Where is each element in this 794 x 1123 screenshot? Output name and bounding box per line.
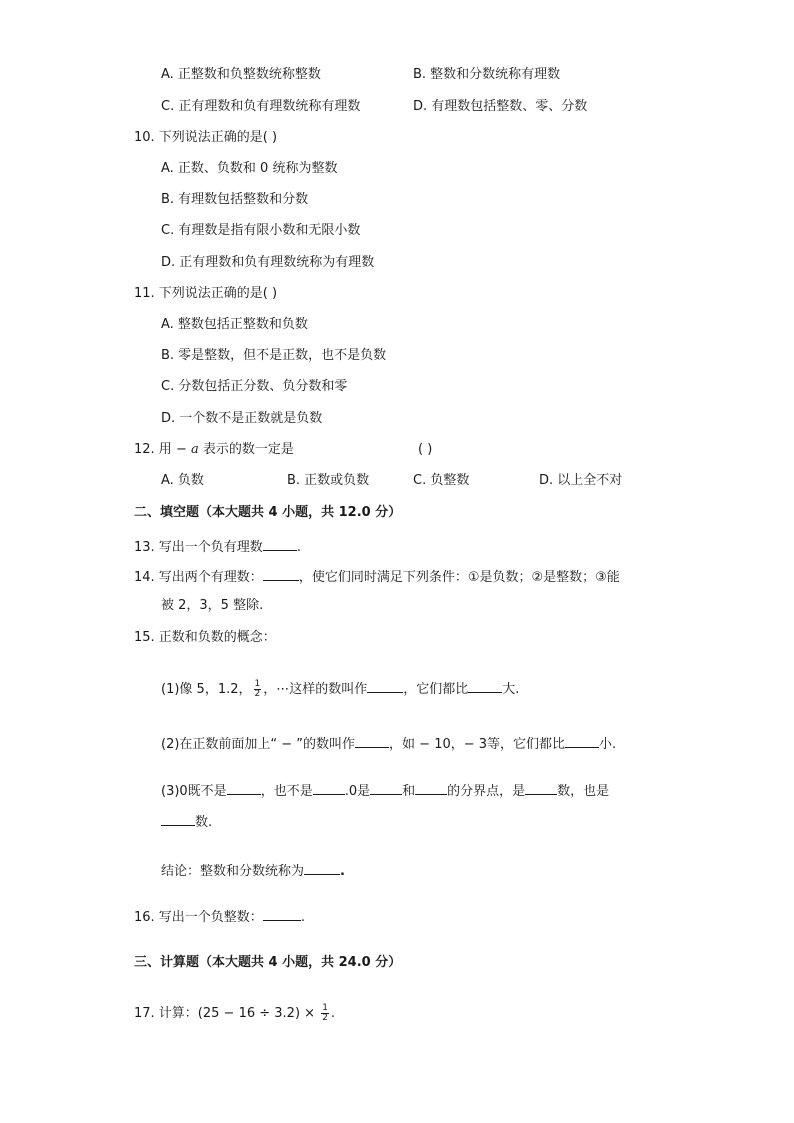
q15-p2-end: 小. xyxy=(599,737,617,752)
q12-option-b: B. 正数或负数 xyxy=(287,473,370,488)
q15-p3-d: 的分界点，是 xyxy=(447,784,526,799)
q14-line2: 被 2，3，5 整除. xyxy=(161,598,264,613)
q15-p3-b: .0是 xyxy=(344,784,371,799)
q15-p3-end: 数. xyxy=(195,815,213,830)
q12-stem-post: 表示的数一定是 xyxy=(198,442,294,457)
section-calculation-heading: 三、计算题（本大题共 4 小题，共 24.0 分） xyxy=(134,955,402,970)
q10-option-b: B. 有理数包括整数和分数 xyxy=(161,192,309,207)
q13-line xyxy=(134,536,301,557)
q15-p3-e: 数，也是 xyxy=(557,784,610,799)
q15-conclusion-end: . xyxy=(340,864,345,879)
q11-option-c: C. 分数包括正分数、负分数和零 xyxy=(161,379,348,394)
fraction-denominator: 2 xyxy=(322,1013,328,1023)
q10-option-d: D. 正有理数和负有理数统称为有理数 xyxy=(161,255,375,270)
q15-conclusion xyxy=(161,860,345,881)
q13-text: 13. 写出一个负有理数 xyxy=(134,540,263,555)
q15-p2-blank2 xyxy=(565,733,599,748)
q15-p3-blank5 xyxy=(525,780,557,795)
q15-p2-blank1 xyxy=(355,733,389,748)
q12-variable: a xyxy=(190,442,199,457)
q13-end: . xyxy=(296,540,301,555)
q14-blank xyxy=(263,566,299,581)
q16-end: . xyxy=(300,910,305,925)
q15-p1-mid: ，⋯这样的数叫作 xyxy=(263,682,368,697)
q15-part1 xyxy=(161,678,519,702)
q15-p3-blank4 xyxy=(415,780,447,795)
fraction-one-half xyxy=(254,680,262,699)
fraction-numerator: 1 xyxy=(322,1003,328,1013)
q15-p1-mid2: ，它们都比 xyxy=(403,682,469,697)
q12-option-c: C. 负整数 xyxy=(413,473,470,488)
q16-text: 16. 写出一个负整数： xyxy=(134,910,263,925)
q15-p1-blank1 xyxy=(367,678,403,693)
q12-answer-paren: ( ) xyxy=(418,442,433,457)
q15-p3-blank3 xyxy=(370,780,402,795)
q15-p3-blank2 xyxy=(313,780,345,795)
q15-stem: 15. 正数和负数的概念： xyxy=(134,630,276,645)
q17-end: . xyxy=(330,1006,336,1021)
q15-part2 xyxy=(161,733,616,754)
q11-stem: 11. 下列说法正确的是( ) xyxy=(134,286,278,301)
q15-p3-blank1 xyxy=(227,780,261,795)
q10-option-c: C. 有理数是指有限小数和无限小数 xyxy=(161,223,361,238)
q15-part3-line2 xyxy=(161,811,212,832)
q12-stem xyxy=(134,441,294,459)
fraction-one-half xyxy=(321,1004,329,1023)
q15-p3-a: ，也不是 xyxy=(260,784,313,799)
q17-line xyxy=(134,1002,335,1026)
q15-p3-c: 和 xyxy=(402,784,416,799)
q15-p2-text: (2)在正数前面加上“ − ”的数叫作 xyxy=(161,737,356,752)
q11-option-b: B. 零是整数，但不是正数，也不是负数 xyxy=(161,348,387,363)
q15-p1-text: (1)像 5，1.2， xyxy=(161,682,252,697)
q9-option-c: C. 正有理数和负有理数统称有理数 xyxy=(161,99,361,114)
q16-blank xyxy=(263,906,301,921)
q10-option-a: A. 正数、负数和 0 统称为整数 xyxy=(161,161,338,176)
q15-p2-mid: ，如 − 10，− 3等，它们都比 xyxy=(389,737,566,752)
q9-option-b: B. 整数和分数统称有理数 xyxy=(413,67,561,82)
q15-part3 xyxy=(161,780,609,801)
q15-conclusion-blank xyxy=(304,860,340,875)
q15-p3-blank6 xyxy=(161,811,195,826)
q10-stem: 10. 下列说法正确的是( ) xyxy=(134,130,278,145)
q14-text-cont: ，使它们同时满足下列条件：①是负数；②是整数；③能 xyxy=(298,570,620,585)
q12-option-d: D. 以上全不对 xyxy=(539,473,623,488)
q9-option-d: D. 有理数包括整数、零、分数 xyxy=(413,99,588,114)
q11-option-a: A. 整数包括正整数和负数 xyxy=(161,317,308,332)
q15-p3-text: (3)0既不是 xyxy=(161,784,227,799)
q12-stem-pre: 12. 用 − xyxy=(134,442,191,457)
q17-text: 17. 计算：(25 − 16 ÷ 3.2) × xyxy=(134,1006,320,1021)
fraction-denominator: 2 xyxy=(254,689,261,699)
q16-line xyxy=(134,906,305,927)
section-fill-in-heading: 二、填空题（本大题共 4 小题，共 12.0 分） xyxy=(134,505,402,520)
q13-blank xyxy=(263,536,297,551)
q11-option-d: D. 一个数不是正数就是负数 xyxy=(161,411,323,426)
q14-line1 xyxy=(134,566,620,587)
q9-option-a: A. 正整数和负整数统称整数 xyxy=(161,67,321,82)
q14-text: 14. 写出两个有理数： xyxy=(134,570,263,585)
q15-p1-end: 大. xyxy=(502,682,520,697)
q15-conclusion-text: 结论：整数和分数统称为 xyxy=(161,864,305,879)
fraction-numerator: 1 xyxy=(254,679,261,689)
q15-p1-blank2 xyxy=(468,678,502,693)
q12-option-a: A. 负数 xyxy=(161,473,204,488)
